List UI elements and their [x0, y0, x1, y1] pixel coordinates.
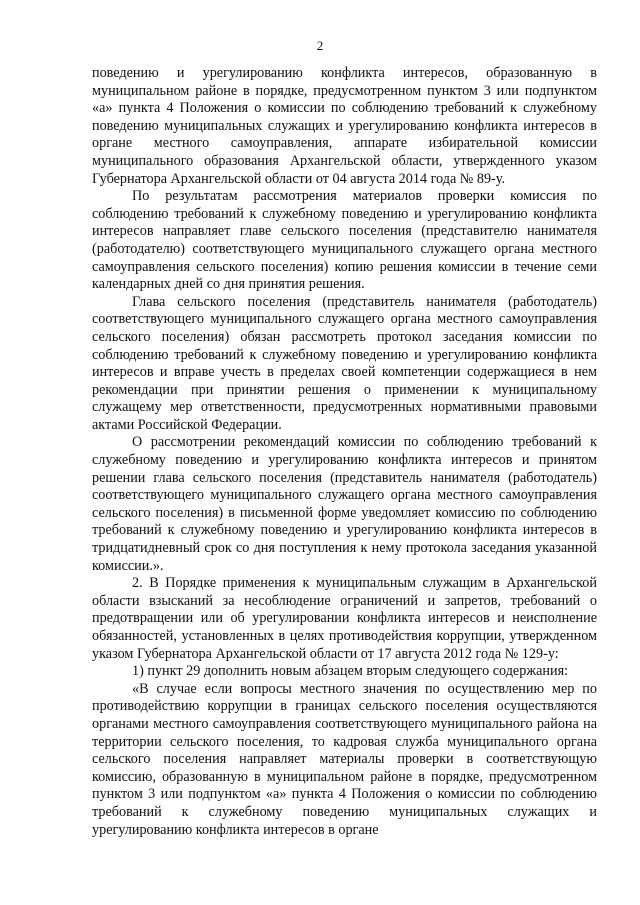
- paragraph-6: 1) пункт 29 дополнить новым абзацем вторым следующего содержания:: [132, 663, 569, 680]
- document-body: [92, 65, 597, 839]
- paragraph-1: поведению и урегулированию конфликта интересов, образованную в муниципальном районе в порядке, предусмотренном пунктом 3 или подпунктом «а» пункта 4 Положения о комиссии по соблюдению требований к служебному поведению муниципальных служащих и урегулированию конфликта интересов в органе местного самоуправления, аппарате избирательной комиссии муниципального образования Архангельской области, утвержденного указом Губернатора Архангельской области от 04 августа 2014 года № 89-у.: [92, 65, 597, 187]
- paragraph-4: О рассмотрении рекомендаций комиссии по соблюдению требований к служебному поведению и урегулированию конфликта интересов и принятом решении глава сельского поселения (представитель нанимателя (работодатель) соответствующего муниципального служащего органа местного самоуправления сельского поселения) в письменной форме уведомляет комиссию по соблюдению требований к служебному поведению и урегулированию конфликта интересов в тридцатидневный срок со дня поступления к нему протокола заседания указанной комиссии.».: [92, 434, 597, 574]
- paragraph-7: «В случае если вопросы местного значения по осуществлению мер по противодействию коррупции в границах сельского поселения осуществляются органами местного самоуправления соответствующего муниципального района на территории сельского поселения, то кадровая служба муниципального органа сельского поселения направляет материалы проверки в соответствующую комиссию, образованную в муниципальном районе в порядке, предусмотренном пунктом 3 или подпунктом «а» пункта 4 Положения о комиссии по соблюдению требований к служебному поведению муниципальных служащих и урегулированию конфликта интересов в органе: [92, 680, 597, 838]
- page-number: 2: [316, 38, 324, 53]
- paragraph-3: Глава сельского поселения (представитель нанимателя (работодатель) соответствующего муниципального служащего органа местного самоуправления сельского поселения) обязан рассмотреть протокол заседания комиссии по соблюдению требований к служебному поведению и урегулированию конфликта интересов и вправе учесть в пределах своей компетенции содержащиеся в нем рекомендации при принятии решения о применении к муниципальному служащему мер ответственности, предусмотренных нормативными правовыми актами Российской Федерации.: [92, 293, 597, 433]
- paragraph-2: По результатам рассмотрения материалов проверки комиссия по соблюдению требований к служебному поведению и урегулированию конфликта интересов направляет главе сельского поселения (представителю нанимателя (работодателю) соответствующего муниципального служащего органа местного самоуправления сельского поселения) копию решения комиссии в течение семи календарных дней со дня принятия решения.: [92, 188, 597, 293]
- paragraph-5: 2. В Порядке применения к муниципальным служащим в Архангельской области взысканий за несоблюдение ограничений и запретов, требований о предотвращении или об урегулировании конфликта интересов и неисполнение обязанностей, установленных в целях противодействия коррупции, утвержденном указом Губернатора Архангельской области от 17 августа 2012 года № 129-у:: [92, 575, 597, 662]
